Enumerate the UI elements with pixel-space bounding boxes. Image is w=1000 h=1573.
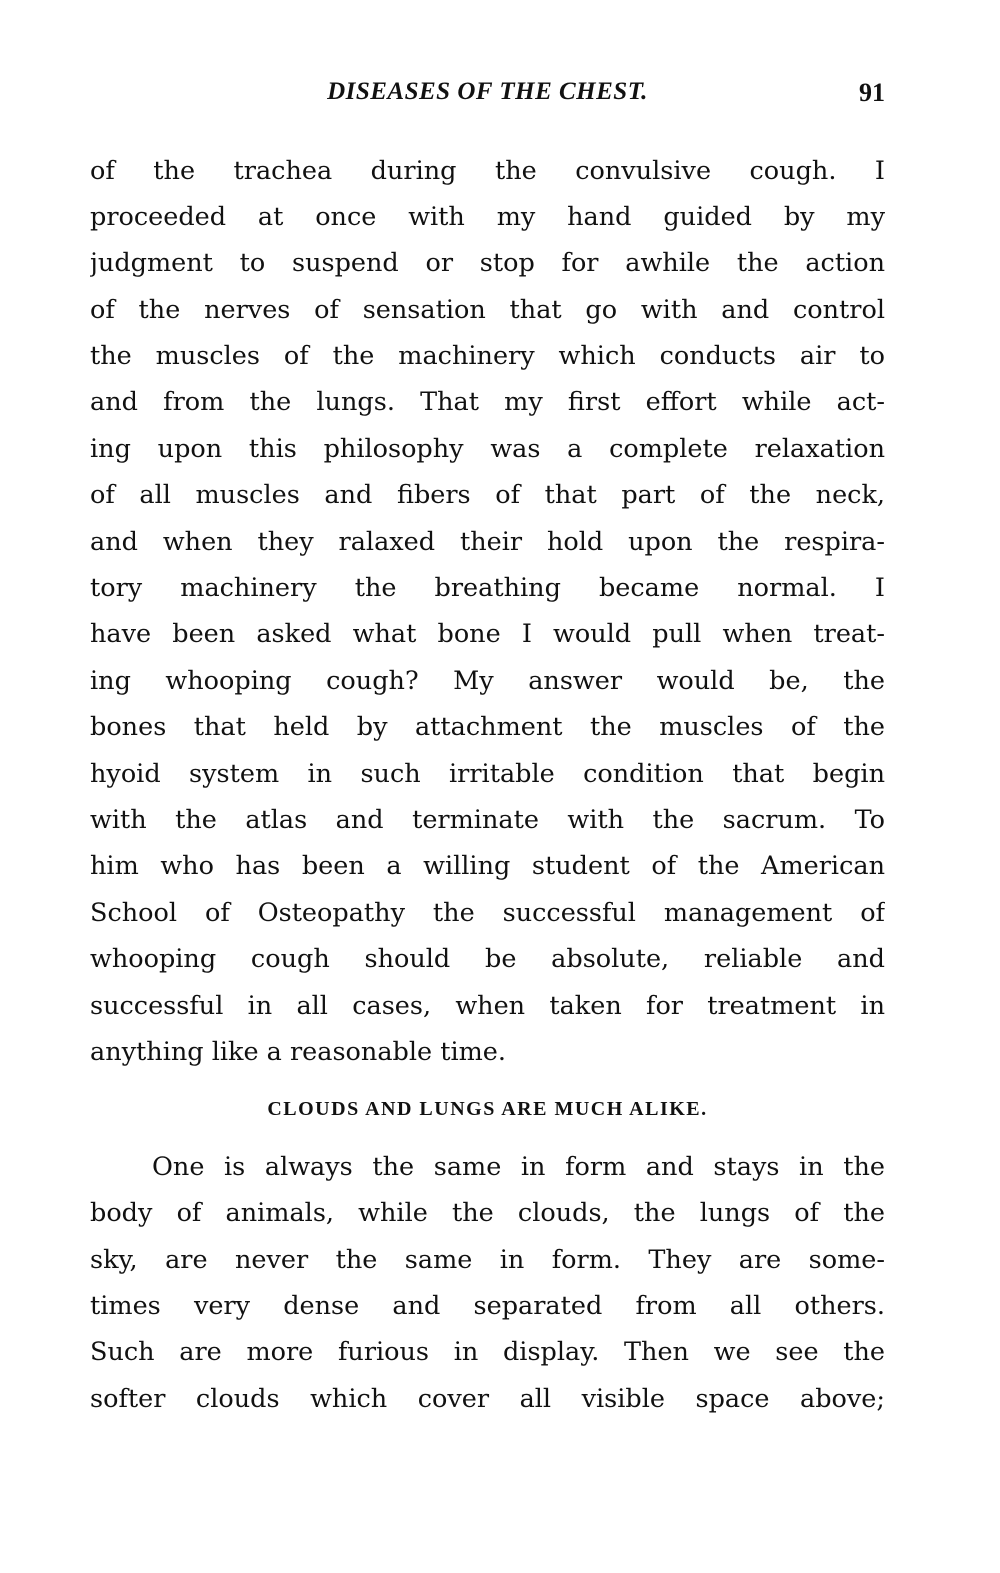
running-title: DISEASES OF THE CHEST.: [327, 78, 648, 105]
text-line: One is always the same in form and stays in the: [152, 1152, 885, 1182]
text-line: him who has been a willing student of the American: [90, 851, 885, 881]
text-line: ing whooping cough? My answer would be, the: [90, 666, 885, 696]
running-head: [90, 78, 885, 118]
text-line: have been asked what bone I would pull when treat-: [90, 619, 885, 649]
text-line: body of animals, while the clouds, the lungs of the: [90, 1198, 885, 1228]
text-line: of the nerves of sensation that go with and control: [90, 295, 885, 325]
page-number: 91: [859, 78, 885, 107]
text-line: sky, are never the same in form. They are some-: [90, 1245, 885, 1275]
text-line: bones that held by attachment the muscles of the: [90, 712, 885, 742]
text-line: of all muscles and fibers of that part of the neck,: [90, 480, 885, 510]
text-line: the muscles of the machinery which conducts air to: [90, 341, 885, 371]
text-line: ing upon this philosophy was a complete relaxation: [90, 434, 885, 464]
text-line: hyoid system in such irritable condition that begin: [90, 759, 885, 789]
text-line: tory machinery the breathing became normal. I: [90, 573, 885, 603]
text-line: and when they ralaxed their hold upon the respira-: [90, 527, 885, 557]
text-line: judgment to suspend or stop for awhile the action: [90, 248, 885, 278]
text-line: times very dense and separated from all others.: [90, 1291, 885, 1321]
text-line: anything like a reasonable time.: [90, 1037, 506, 1067]
text-line: successful in all cases, when taken for treatment in: [90, 991, 885, 1021]
text-line: and from the lungs. That my first effort while act-: [90, 387, 885, 417]
text-line: with the atlas and terminate with the sacrum. To: [90, 805, 885, 835]
text-line: softer clouds which cover all visible space above;: [90, 1384, 885, 1414]
text-line: Such are more furious in display. Then we see the: [90, 1337, 885, 1367]
section-heading: CLOUDS AND LUNGS ARE MUCH ALIKE.: [267, 1098, 708, 1120]
text-line: whooping cough should be absolute, reliable and: [90, 944, 885, 974]
text-line: of the trachea during the convulsive cough. I: [90, 156, 885, 186]
text-line: proceeded at once with my hand guided by my: [90, 202, 885, 232]
text-line: School of Osteopathy the successful management of: [90, 898, 885, 928]
